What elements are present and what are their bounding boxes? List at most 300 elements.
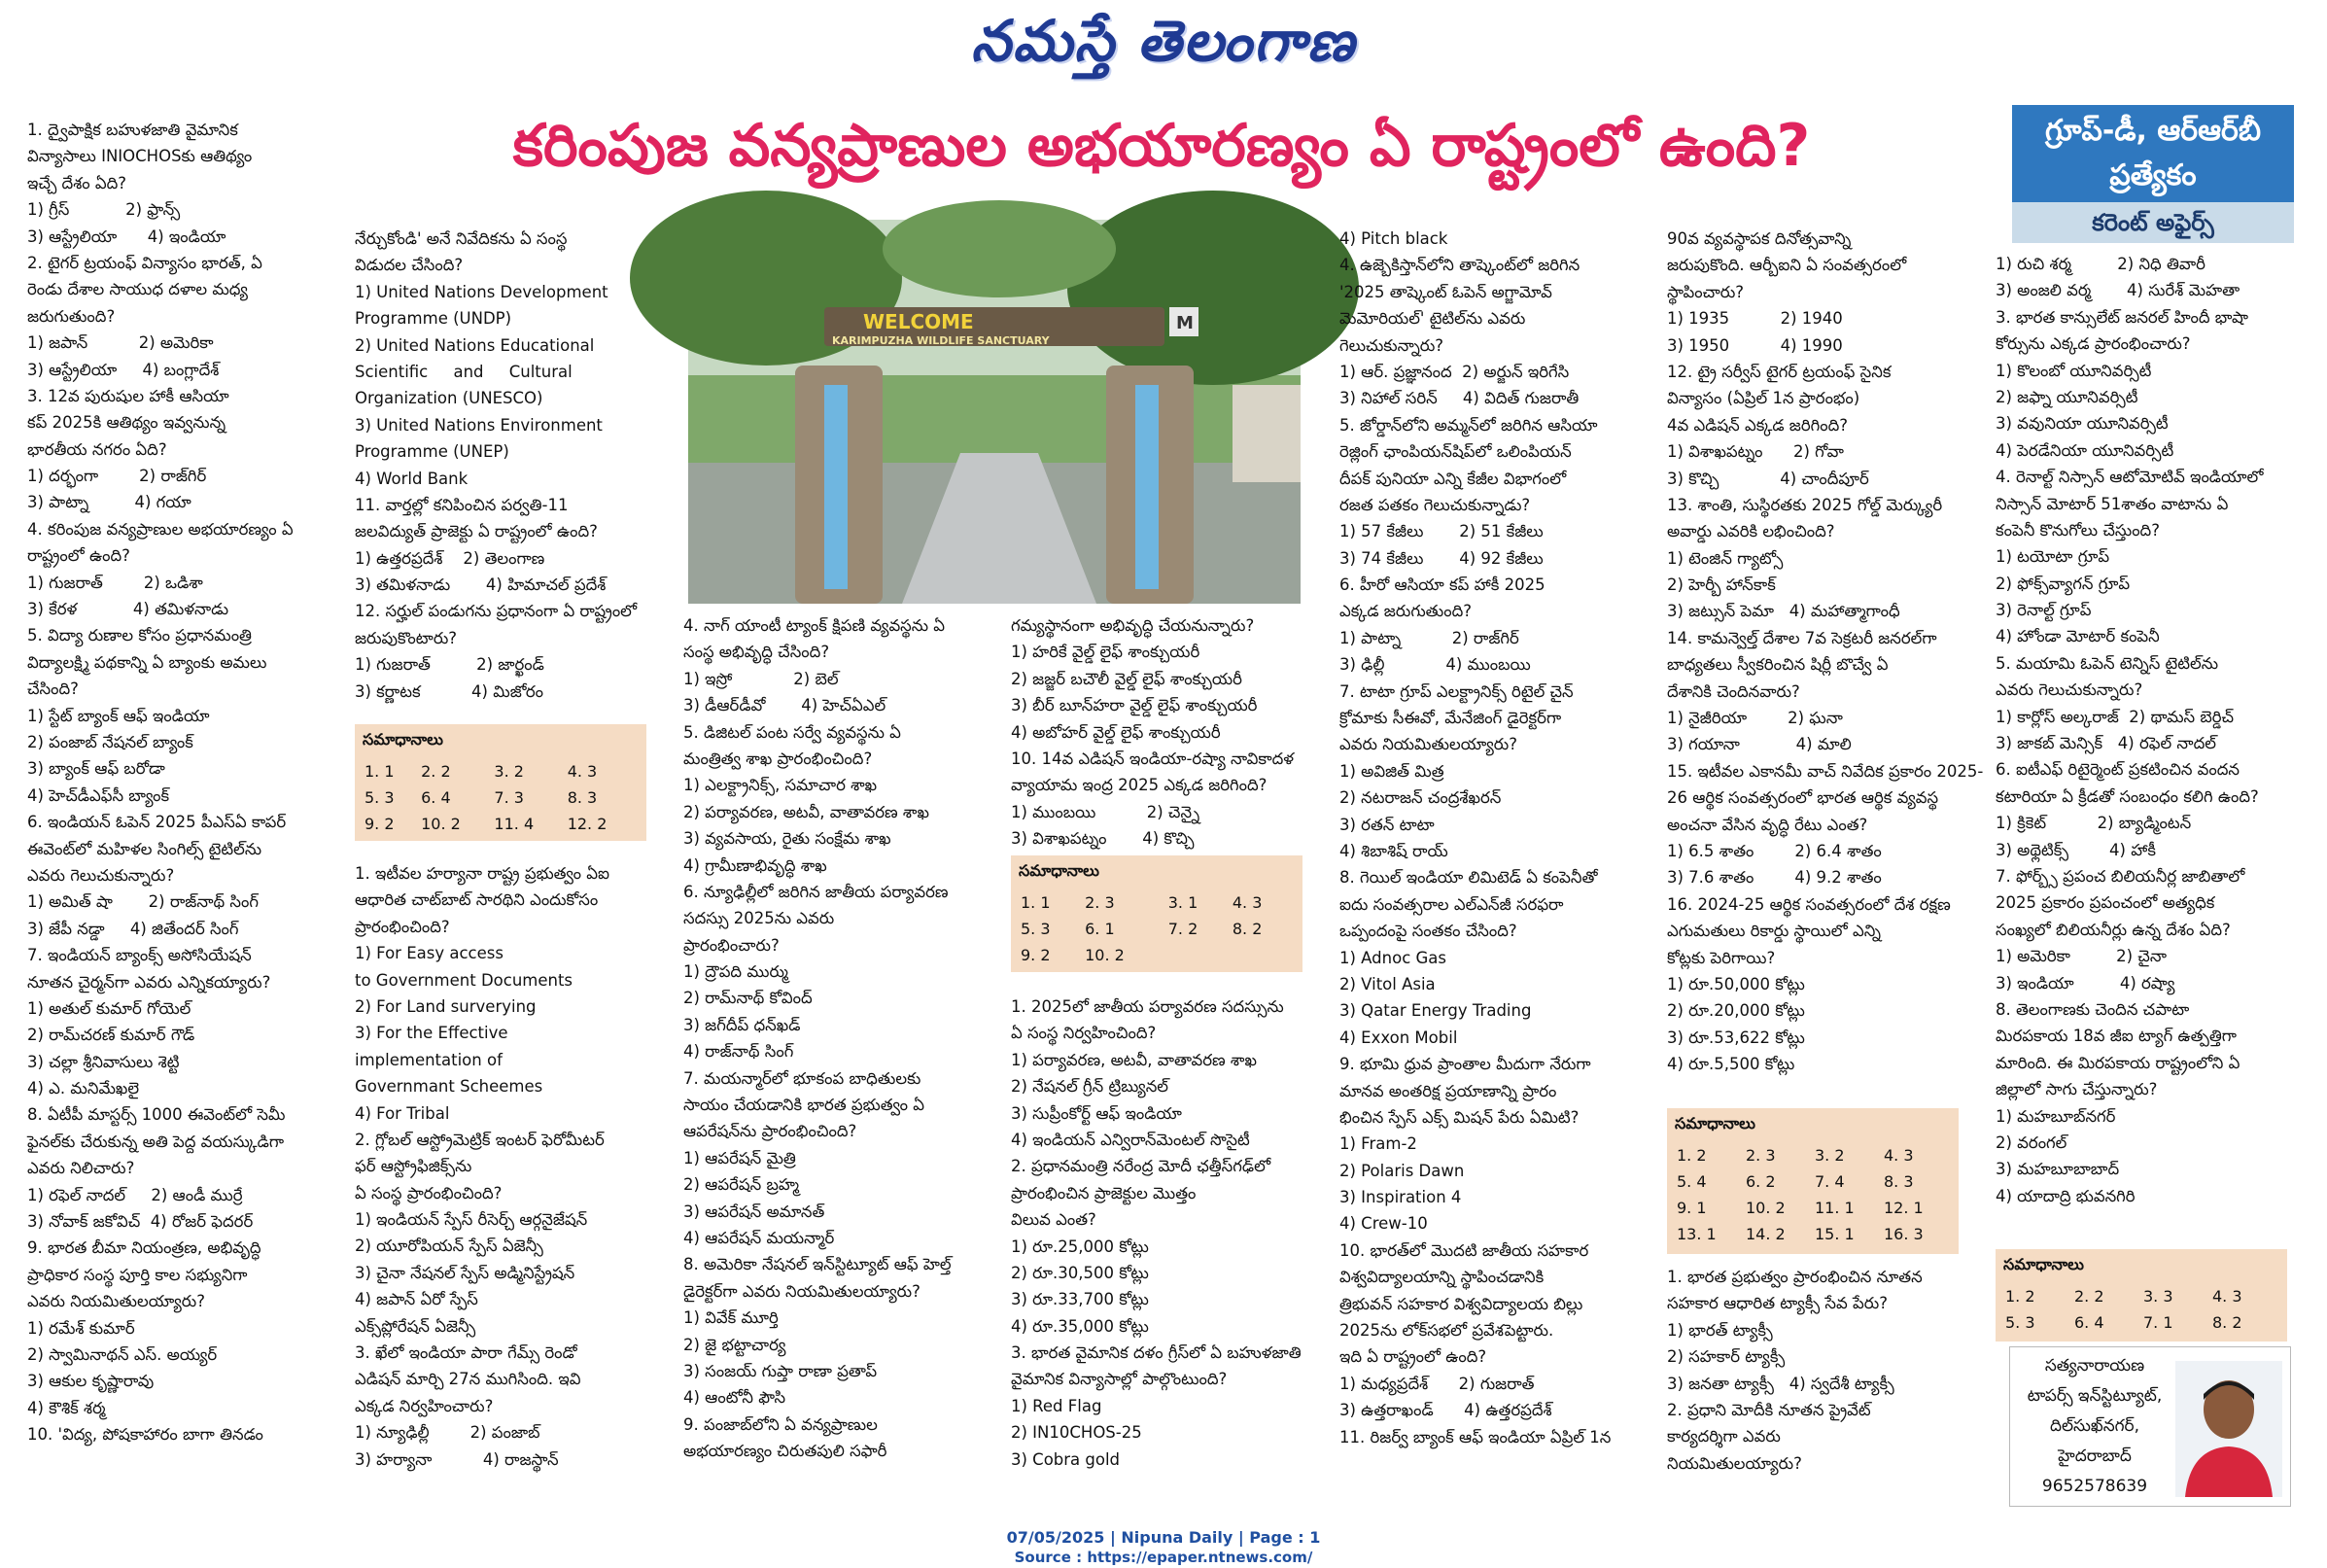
text-line: 3) ఆకుల కృష్ణారావు	[27, 1372, 155, 1391]
text-line: 3) Inspiration 4	[1339, 1188, 1462, 1207]
text-line: 7. ఇండియన్ బ్యాంక్స్ అసోసియేషన్	[27, 946, 252, 965]
text-line: మెమోరియల్' టైటిల్‌ను ఎవరు	[1339, 309, 1526, 329]
text-line: implementation of	[355, 1050, 503, 1069]
text-line: రాష్ట్రంలో ఉంది?	[27, 546, 130, 566]
text-line: 4. రెనాల్ట్ నిస్సాన్ ఆటోమోటివ్ ఇండియాలో	[1996, 468, 2264, 487]
current-affairs-badge: కరెంట్ అఫైర్స్	[2012, 202, 2294, 243]
text-line: జరుపుకొంది. ఆర్బీఐని ఏ సంవత్సరంలో	[1667, 256, 1907, 275]
text-line: 1) అతుల్ కుమార్ గోయెల్	[27, 998, 191, 1018]
text-line: 1) ఆపరేషన్ మైత్రి	[683, 1148, 796, 1167]
text-line: నియమితులయ్యారు?	[1667, 1453, 1802, 1473]
text-line: 1) 1935 2) 1940	[1667, 309, 1843, 329]
text-line: 1) క్రికెట్ 2) బ్యాడ్మింటన్	[1996, 814, 2192, 833]
text-line: 1) గుజరాత్ 2) జార్ఖండ్	[355, 655, 544, 675]
text-line: ఇది ఏ రాష్ట్రంలో ఉంది?	[1339, 1347, 1487, 1367]
text-line: 3) For the Effective	[355, 1024, 508, 1043]
text-line: Programme (UNEP)	[355, 442, 509, 462]
text-line: 2) నటరాజన్ చంద్రశేఖరన్	[1339, 788, 1502, 808]
answers-table	[2003, 1283, 2279, 1336]
text-line: 2) రూ.20,000 కోట్లు	[1667, 1001, 1805, 1021]
text-line: ఫర్ ఆస్ట్రోఫిజిక్స్‌ను	[355, 1157, 472, 1176]
text-line: నేర్చుకోండి' అనే నివేదికను ఏ సంస్థ	[355, 229, 568, 248]
text-line: కోర్సును ఎక్కడ ప్రారంభించారు?	[1996, 334, 2191, 354]
text-line: రజత పతకం గెలుచుకున్నాడు?	[1339, 495, 1531, 514]
footer-source: Source : https://epaper.ntnews.com/	[1014, 1549, 1313, 1566]
text-line: ఎడిషన్ మార్చి 27న ముగిసింది. ఇవి	[355, 1370, 581, 1389]
text-line: వైమానిక విన్యాసాల్లో పాల్గొంటుంది?	[1011, 1370, 1228, 1389]
text-line: 4) World Bank	[355, 469, 469, 488]
text-line: బాధ్యతలు స్వీకరించిన షిర్లీ బొచ్వే ఏ	[1667, 655, 1889, 675]
text-line: 6. న్యూఢిల్లీలో జరిగిన జాతీయ పర్యావరణ	[683, 882, 949, 901]
text-line: స్థాపించారు?	[1667, 282, 1745, 301]
answers-table	[363, 758, 639, 837]
answer-cell: 8. 3	[1884, 1172, 1914, 1191]
text-line: జరుగుతుంది?	[27, 306, 116, 326]
answer-cell: 10. 2	[421, 815, 461, 833]
text-line: 1) ద్రౌపది ముర్ము	[683, 962, 788, 982]
text-line: 8. ఏటీపీ మాస్టర్స్ 1000 ఈవెంట్‌లో సెమీ	[27, 1105, 286, 1125]
text-line: 1) వివేక్ మూర్తి	[683, 1308, 779, 1328]
text-line: 1) గ్రీస్ 2) ఫ్రాన్స్	[27, 200, 181, 220]
text-line: 3) జనతా ట్యాక్సీ 4) స్వదేశీ ట్యాక్సీ	[1667, 1374, 1894, 1393]
text-line: 2) జై భట్టాచార్య	[683, 1335, 786, 1354]
text-line: 3) విశాఖపట్నం 4) కొచ్చి	[1011, 829, 1195, 849]
text-line: 3) బ్యాంక్ ఆఫ్ బరోడా	[27, 759, 165, 779]
text-line: 1) Adnoc Gas	[1339, 948, 1447, 967]
text-line: 3) United Nations Environment	[355, 415, 603, 435]
text-line: 1) అమిత్ షా 2) రాజ్‌నాథ్ సింగ్	[27, 892, 259, 912]
text-line: 8. తెలంగాణకు చెందిన చపాటా	[1996, 999, 2190, 1019]
text-line: Governmant Scheemes	[355, 1077, 543, 1097]
text-line: 7. టాటా గ్రూప్ ఎలక్ట్రానిక్స్ రిటైల్ చైన్	[1339, 681, 1574, 701]
text-line: 1) భారత్ ట్యాక్సీ	[1667, 1320, 1773, 1340]
text-line: సాయం చేయడానికి భారత ప్రభుత్వం ఏ	[683, 1096, 925, 1115]
group-d-rrb-badge: గ్రూప్-డీ, ఆర్ఆర్‌బీ ప్రత్యేకం	[2012, 105, 2294, 202]
text-line: 1) For Easy access	[355, 944, 504, 963]
text-line: 3) ఆస్ట్రేలియా 4) ఇండియా	[27, 226, 226, 246]
text-line: 3) కేరళ 4) తమిళనాడు	[27, 600, 229, 619]
text-line: 1) న్యూఢిల్లీ 2) పంజాబ్	[355, 1423, 540, 1443]
answers-heading: సమాధానాలు	[363, 730, 443, 749]
answer-cell: 2. 2	[421, 762, 451, 781]
text-line: Programme (UNDP)	[355, 309, 512, 329]
column-2	[355, 226, 676, 702]
text-line: 1) ముంబయి 2) చెన్నై	[1011, 802, 1200, 821]
text-line: 1) టెంజిన్ గ్యాట్సో	[1667, 548, 1784, 568]
text-line: 1) ఉత్తరప్రదేశ్ 2) తెలంగాణ	[355, 548, 545, 568]
text-line: నిస్సాన్ మోటార్ 51శాతం వాటాను ఏ	[1996, 494, 2229, 513]
text-line: 3) 7.6 శాతం 4) 9.2 శాతం	[1667, 868, 1882, 888]
answer-cell: 4. 3	[1884, 1146, 1914, 1165]
text-line: 4) For Tribal	[355, 1103, 450, 1123]
text-line: విశ్వవిద్యాలయాన్ని స్థాపించడానికి	[1339, 1268, 1545, 1287]
text-line: 4) పెరడేనియా యూనివర్సిటీ	[1996, 440, 2174, 460]
text-line: 8. అమెరికా నేషనల్ ఇన్‌స్టిట్యూట్ ఆఫ్ హెల్త్	[683, 1255, 952, 1274]
text-line: 2) పంజాబ్ నేషనల్ బ్యాంక్	[27, 732, 193, 751]
text-line: క్రోమాకు సీఈవో, మేనేజింగ్ డైరెక్టర్‌గా	[1339, 709, 1562, 728]
text-line: 4వ ఎడిషన్ ఎక్కడ జరిగింది?	[1667, 415, 1849, 435]
text-line: అవార్డు ఎవరికి లభించింది?	[1667, 522, 1835, 541]
answers-box-1	[355, 724, 646, 841]
text-line: 12. ట్రై సర్వీస్ టైగర్ ట్రయంఫ్ సైనిక	[1667, 362, 1892, 381]
text-line: ప్రారంభించారు?	[683, 935, 780, 955]
text-line: 1. ద్వైపాక్షిక బహుళజాతి వైమానిక	[27, 121, 238, 139]
text-line: 1) అవిజిత్ మిత్ర	[1339, 761, 1444, 781]
text-line: 3) జట్సున్ పెమా 4) మహాత్మాగాంధీ	[1667, 602, 1900, 621]
answers-heading: సమాధానాలు	[1675, 1114, 1755, 1132]
text-line: 1. ఇటీవల హర్యానా రాష్ట్ర ప్రభుత్వం ఏఐ	[355, 864, 609, 883]
text-line: గమ్యస్థానంగా అభివృద్ధి చేయనున్నారు?	[1011, 616, 1255, 635]
text-line: 3) కొచ్చి 4) చాందీపూర్	[1667, 469, 1869, 488]
text-line: చేసింది?	[27, 679, 79, 699]
text-line: Scientific and Cultural	[355, 362, 573, 381]
text-line: 4) హోండా మోటార్ కంపెనీ	[1996, 627, 2160, 646]
text-line: 4) Exxon Mobil	[1339, 1028, 1458, 1047]
text-line: 1) United Nations Development	[355, 282, 608, 301]
text-line: ఎవరు నిలిచారు?	[27, 1159, 135, 1178]
answer-cell: 3. 1	[1167, 893, 1198, 912]
text-line: 2) యూరోపియన్ స్పేస్ ఏజెన్సీ	[355, 1237, 543, 1256]
text-line: 9. పంజాబ్‌లోని ఏ వన్యప్రాణుల	[683, 1414, 878, 1434]
column-6b	[1667, 1264, 1988, 1497]
text-line: 7. మయన్మార్‌లో భూకంప బాధితులకు	[683, 1068, 921, 1088]
text-line: ఎగుమతులు రికార్డు స్థాయిలో ఎన్ని	[1667, 922, 1881, 941]
text-line: ఏ సంస్థ నిర్వహించింది?	[1011, 1024, 1157, 1043]
answer-cell: 9. 2	[365, 815, 395, 833]
text-line: 3) నిహాల్ సరిన్ 4) విదిత్ గుజరాతీ	[1339, 389, 1580, 408]
answers-table	[1019, 889, 1295, 968]
text-line: ఎవరు నియమితులయ్యారు?	[1339, 735, 1518, 754]
text-line: 4) హెచ్‌డీఎఫ్‌సీ బ్యాంక్	[27, 785, 170, 805]
text-line: 1) మధ్యప్రదేశ్ 2) గుజరాత్	[1339, 1374, 1535, 1393]
answer-cell: 8. 2	[1232, 920, 1263, 938]
text-line: '2025 తాష్కెంట్ ఓపెన్ అగ్జామోవ్	[1339, 282, 1552, 301]
sign-sanctuary-name: KARIMPUZHA WILDLIFE SANCTUARY	[832, 334, 1050, 347]
text-line: 2) పర్యావరణ, అటవీ, వాతావరణ శాఖ	[683, 802, 929, 821]
text-line: అభయారణ్యం చిరుతపులి సఫారీ	[683, 1442, 887, 1461]
text-line: ఎవరు గెలుచుకున్నారు?	[27, 865, 175, 885]
text-line: 1) రూ.50,000 కోట్లు	[1667, 974, 1805, 993]
text-line: 2) రూ.30,500 కోట్లు	[1011, 1263, 1149, 1282]
text-line: 4) యాదాద్రి భువనగిరి	[1996, 1186, 2136, 1205]
text-line: 4) రూ.35,000 కోట్లు	[1011, 1316, 1149, 1336]
text-line: 3) Qatar Energy Trading	[1339, 1001, 1532, 1021]
text-line: 11. వార్తల్లో కనిపించిన పర్వతి-11	[355, 495, 569, 514]
text-line: 3) సంజయ్ గుప్తా రాణా ప్రతాప్	[683, 1361, 878, 1380]
text-line: మంత్రిత్వ శాఖ ప్రారంభించింది?	[683, 749, 873, 768]
text-line: 3) రతన్ టాటా	[1339, 815, 1435, 834]
text-line: 2) For Land surverying	[355, 996, 537, 1016]
text-line: ఈవెంట్‌లో మహిళల సింగిల్స్ టైటిల్‌ను	[27, 839, 262, 858]
answer-cell	[1166, 942, 1231, 968]
answer-cell: 10. 2	[1085, 946, 1125, 964]
answer-cell: 7. 1	[2143, 1313, 2173, 1332]
answer-cell: 9. 2	[1021, 946, 1051, 964]
text-line: ఫైనల్‌కు చేరుకున్న అతి పెద్ద వయస్కుడిగా	[27, 1132, 285, 1151]
text-line: 2) Polaris Dawn	[1339, 1161, 1465, 1180]
text-line: 1) దర్భంగా 2) రాజ్‌గిర్	[27, 467, 207, 486]
answer-cell: 12. 1	[1884, 1199, 1924, 1217]
text-line: ఇచ్చే దేశం ఏది?	[27, 173, 127, 192]
text-line: విన్యాసాలు INIOCHOSకు ఆతిథ్యం	[27, 147, 253, 166]
text-line: 2) వరంగల్	[1996, 1132, 2067, 1152]
text-line: 2. గ్లోబల్ ఆస్ట్రోమెట్రిక్ ఇంటర్ ఫెరోమీటర్	[355, 1130, 605, 1149]
text-line: 15. ఇటీవల ఎకానమీ వాచ్ నివేదిక ప్రకారం 2025-	[1667, 761, 1984, 781]
text-line: 6. హీరో ఆసియా కప్ హాకీ 2025	[1339, 575, 1546, 595]
text-line: 4) అబోహర్ వైల్డ్ లైఫ్ శాంక్చుయరీ	[1011, 722, 1221, 742]
text-line: 5. విద్యా రుణాల కోసం ప్రధానమంత్రి	[27, 626, 252, 645]
text-line: 1) రూ.25,000 కోట్లు	[1011, 1237, 1149, 1256]
text-line: జలవిద్యుత్ ప్రాజెక్టు ఏ రాష్ట్రంలో ఉంది?	[355, 522, 598, 541]
text-line: 1) Red Flag	[1011, 1396, 1102, 1415]
text-line: 9. భూమి ధ్రువ ప్రాంతాల మీదుగా నేరుగా	[1339, 1055, 1591, 1074]
text-line: 4) రూ.5,500 కోట్లు	[1667, 1055, 1795, 1074]
text-line: నూతన చైర్మన్‌గా ఎవరు ఎన్నికయ్యారు?	[27, 972, 271, 992]
text-line: 1) పాట్నా 2) రాజ్‌గిర్	[1339, 628, 1519, 647]
answer-cell: 5. 3	[2005, 1313, 2035, 1332]
text-line: మారింది. ఈ మిరపకాయ రాష్ట్రంలోని ఏ	[1996, 1053, 2240, 1072]
text-line: విన్యాసం (ఏప్రిల్ 1న ప్రారంభం)	[1667, 389, 1860, 408]
footer-date-page: 07/05/2025 | Nipuna Daily | Page : 1	[1006, 1528, 1321, 1547]
sign-welcome: WELCOME	[863, 310, 974, 333]
sign-badge: M	[1176, 313, 1194, 333]
text-line: 3) అంజలి వర్మ 4) సురేశ్ మెహతా	[1996, 281, 2240, 300]
text-line: 2. టైగర్ ట్రయంఫ్ విన్యాసం భారత్, ఏ	[27, 253, 262, 272]
text-line: 3. భారత వైమానిక దళం గ్రీస్‌లో ఏ బహుళజాతి	[1011, 1343, 1302, 1363]
text-line: 1) రఫెల్ నాదల్ 2) ఆండీ ముర్రే	[27, 1185, 243, 1204]
text-line: 2) రామ్‌నాథ్ కోవింద్	[683, 989, 813, 1008]
text-line: Organization (UNESCO)	[355, 389, 543, 408]
answer-cell: 10. 2	[1746, 1199, 1786, 1217]
text-line: 3) Cobra gold	[1011, 1449, 1121, 1469]
text-line: 3) జేపీ నడ్డా 4) జితేందర్ సింగ్	[27, 919, 239, 938]
text-line: మిరపకాయ 18వ జీఐ ట్యాగ్ ఉత్పత్తిగా	[1996, 1027, 2237, 1046]
text-line: ఏ సంస్థ ప్రారంభించింది?	[355, 1183, 503, 1202]
text-line: ఒప్పందంపై సంతకం చేసింది?	[1339, 922, 1517, 941]
text-line: 3) జాకబ్ మెన్సిక్ 4) రఫెల్ నాదల్	[1996, 734, 2216, 753]
text-line: 3) వ్యవసాయ, రైతు సంక్షేమ శాఖ	[683, 829, 891, 849]
answer-cell: 1. 2	[2005, 1287, 2035, 1306]
text-line: 12. సర్హుల్ పండుగను ప్రధానంగా ఏ రాష్ట్రంలో	[355, 602, 638, 621]
text-line: 90వ వ్యవస్థాపక దినోత్సవాన్ని	[1667, 229, 1852, 248]
answer-cell: 5. 3	[365, 788, 395, 807]
text-line: 4) గ్రామీణాభివృద్ధి శాఖ	[683, 855, 827, 875]
column-6	[1667, 226, 1988, 1074]
sanctuary-photo	[688, 220, 1301, 604]
text-line: to Government Documents	[355, 970, 573, 990]
text-line: 3) డీఆర్‌డీవో 4) హెచ్ఏఎల్	[683, 696, 886, 715]
text-line: 3) సుప్రీంకోర్ట్ ఆఫ్ ఇండియా	[1011, 1103, 1182, 1123]
text-line: 3) రెనాల్ట్ గ్రూప్	[1996, 601, 2092, 620]
masthead-logo: నమస్తే తెలంగాణ	[971, 8, 1356, 74]
text-line: 2) నేషనల్ గ్రీన్ ట్రిబ్యునల్	[1011, 1077, 1168, 1097]
text-line: 2) ఫోక్స్‌వ్యాగన్ గ్రూప్	[1996, 574, 2131, 593]
answer-cell: 1. 2	[1677, 1146, 1707, 1165]
text-line: 2) స్వామినాథన్ ఎస్. అయ్యర్	[27, 1344, 218, 1364]
text-line: 3) ఢిల్లీ 4) ముంబయి	[1339, 655, 1531, 675]
answer-cell: 7. 3	[494, 788, 524, 807]
text-line: 1) స్టేట్ బ్యాంక్ ఆఫ్ ఇండియా	[27, 706, 210, 725]
text-line: 10. 'విద్య, పోషకాహారం బాగా తినడం	[27, 1425, 263, 1445]
answer-cell: 2. 2	[2074, 1287, 2104, 1306]
text-line: భించిన స్పేస్ ఎక్స్ మిషన్ పేరు ఏమిటి?	[1339, 1107, 1580, 1127]
text-line: 3) బీర్ బూన్‌హరా వైల్డ్ లైఫ్ శాంక్చుయరీ	[1011, 696, 1258, 715]
text-line: 1) ఇస్రో 2) బెల్	[683, 669, 839, 688]
text-line: 10. భారత్‌లో మొదటి జాతీయ సహకార	[1339, 1240, 1589, 1260]
text-line: 2025 ప్రకారం ప్రపంచంలో అత్యధిక	[1996, 893, 2215, 913]
text-line: 2. ప్రధాని మోదీకి నూతన ప్రైవేట్	[1667, 1400, 1871, 1419]
text-line: 3) ఉత్తరాఖండ్ 4) ఉత్తరప్రదేశ్	[1339, 1401, 1552, 1420]
answer-cell: 15. 1	[1815, 1225, 1855, 1243]
text-line: ప్రారంభించింది?	[355, 917, 450, 936]
answer-cell: 16. 3	[1884, 1225, 1924, 1243]
text-line: 1) కొలంబో యూనివర్సిటీ	[1996, 361, 2152, 380]
text-line: 1) రుచి శర్మ 2) నిధి తివారీ	[1996, 255, 2205, 273]
text-line: 16. 2024-25 ఆర్థిక సంవత్సరంలో దేశ రక్షణ	[1667, 894, 1951, 914]
text-line: కప్ 2025కి ఆతిథ్యం ఇవ్వనున్న	[27, 413, 226, 433]
text-line: దీపక్ పునియా ఎన్ని కేజీల విభాగంలో	[1339, 469, 1567, 488]
text-line: 4) రాజ్‌నాథ్ సింగ్	[683, 1042, 794, 1062]
text-line: 2) రామ్‌చరణ్ కుమార్ గౌడ్	[27, 1026, 195, 1045]
answer-cell: 4. 3	[1232, 893, 1263, 912]
text-line: 2) జజ్జర్ బచౌలీ వైల్డ్ లైఫ్ శాంక్చుయరీ	[1011, 669, 1242, 688]
text-line: ఎవరు గెలుచుకున్నారు?	[1996, 680, 2143, 700]
text-line: 3) మహబూబాబాద్	[1996, 1160, 2120, 1179]
text-line: 6. ఐటీఎఫ్ రిటైర్మెంట్ ప్రకటించిన వందన	[1996, 760, 2240, 780]
answer-cell: 11. 1	[1815, 1199, 1855, 1217]
text-line: వ్యాయామ ఇంద్ర 2025 ఎక్కడ జరిగింది?	[1011, 776, 1268, 795]
text-line: విలువ ఎంత?	[1011, 1210, 1096, 1230]
text-line: 4. నాగ్ యాంటీ ట్యాంక్ క్షిపణి వ్యవస్థను ఏ	[683, 616, 946, 635]
text-line: 1) గుజరాత్ 2) ఒడిశా	[27, 573, 203, 592]
text-line: 1) పర్యావరణ, అటవీ, వాతావరణ శాఖ	[1011, 1050, 1257, 1069]
text-line: కటారియా ఏ క్రీడతో సంబంధం కలిగి ఉంది?	[1996, 786, 2259, 806]
text-line: 1) హరికే వైల్డ్ లైఫ్ శాంక్చుయరీ	[1011, 643, 1200, 662]
text-line: ఎక్కడ జరుగుతుంది?	[1339, 602, 1472, 621]
answer-cell: 9. 1	[1677, 1199, 1707, 1217]
text-line: 3. భారత కాన్సులేట్ జనరల్ హిందీ భాషా	[1996, 307, 2248, 327]
answer-cell: 3. 3	[2143, 1287, 2173, 1306]
answers-box-3	[1667, 1108, 1959, 1254]
text-line: 4) జపాన్ ఏరో స్పేస్	[355, 1290, 478, 1309]
column-7	[1996, 251, 2316, 1242]
text-line: 7. ఫోర్బ్స్ ప్రపంచ బిలియనీర్ల జాబితాలో	[1996, 866, 2245, 886]
text-line: 4) ఎ. మనిమేఖలై	[27, 1079, 140, 1098]
column-4	[1011, 612, 1332, 851]
text-line: 4) Pitch black	[1339, 229, 1448, 248]
text-line: విద్యాలక్ష్మి పథకాన్ని ఏ బ్యాంకు అమలు	[27, 652, 267, 672]
answer-cell: 11. 4	[494, 815, 535, 833]
text-line: 2) United Nations Educational	[355, 335, 595, 355]
text-line: 4. కరింపుజ వన్యప్రాణుల అభయారణ్యం ఏ	[27, 519, 294, 539]
text-line: 6. ఇండియన్ ఓపెన్ 2025 పీఎస్‌ఏ కాపర్	[27, 813, 287, 832]
answer-cell: 5. 3	[1021, 920, 1051, 938]
text-line: 8. గెయిల్ ఇండియా లిమిటెడ్ ఏ కంపెనీతో	[1339, 868, 1598, 888]
text-line: కార్యదర్శిగా ఎవరు	[1667, 1427, 1781, 1446]
text-line: 3) రూ.33,700 కోట్లు	[1011, 1290, 1149, 1309]
text-line: 2) హెర్బీ హాన్‌కాక్	[1667, 575, 1776, 595]
text-line: గెలుచుకున్నారు?	[1339, 335, 1444, 355]
text-line: 3) హర్యానా 4) రాజస్థాన్	[355, 1449, 559, 1469]
text-line: జిల్లాలో సాగు చేస్తున్నారు?	[1996, 1080, 2158, 1099]
text-line: 4) ఆపరేషన్ మయన్మార్	[683, 1228, 835, 1247]
text-line: రెండు దేశాల సాయుధ దళాల మధ్య	[27, 280, 248, 299]
text-line: ప్రారంభించిన ప్రాజెక్టుల మొత్తం	[1011, 1183, 1197, 1202]
text-line: 14. కామన్వెల్త్ దేశాల 7వ సెక్రటరీ జనరల్‌గా	[1667, 628, 1937, 647]
text-line: 1. 2025లో జాతీయ పర్యావరణ సదస్సును	[1011, 997, 1284, 1016]
text-line: దేశానికి చెందినవారు?	[1667, 681, 1800, 701]
text-line: 3. ఖేలో ఇండియా పారా గేమ్స్ రెండో	[355, 1343, 577, 1363]
text-line: జరుపుకొంటారు?	[355, 628, 458, 647]
text-line: 4) శిబాశిష్ రాయ్	[1339, 841, 1448, 860]
column-4b	[1011, 993, 1332, 1499]
text-line: 1) రమేశ్ కుమార్	[27, 1318, 135, 1338]
text-line: 13. శాంతి, సుస్థిరతకు 2025 గోల్డ్ మెర్క్యురీ	[1667, 495, 1943, 514]
answer-cell: 14. 2	[1746, 1225, 1786, 1243]
text-line: 5. జోర్డాన్‌లోని అమ్మన్‌లో జరిగిన ఆసియా	[1339, 415, 1598, 435]
author-photo	[2175, 1361, 2282, 1497]
answers-box-4	[1996, 1249, 2287, 1342]
text-line: 3) 1950 4) 1990	[1667, 335, 1843, 355]
text-line: 4) ఆంటోనీ ఫౌసి	[683, 1388, 786, 1408]
text-line: 3) ఆపరేషన్ అమానత్	[683, 1202, 825, 1221]
answer-cell: 8. 3	[567, 788, 598, 807]
column-5	[1339, 226, 1660, 1509]
text-line: 1. భారత ప్రభుత్వం ప్రారంభించిన నూతన	[1667, 1268, 1923, 1286]
text-line: ఆపరేషన్‌ను ప్రారంభించింది?	[683, 1122, 857, 1141]
text-line: 1) 6.5 శాతం 2) 6.4 శాతం	[1667, 841, 1882, 860]
text-line: 3) ఇండియా 4) రష్యా	[1996, 973, 2175, 993]
text-line: అంచనా వేసిన వృద్ధి రేటు ఎంత?	[1667, 815, 1868, 834]
column-2b	[355, 860, 676, 1507]
answer-cell: 3. 2	[1815, 1146, 1845, 1165]
text-line: సహకార ఆధారిత ట్యాక్సీ సేవ పేరు?	[1667, 1294, 1888, 1313]
text-line: 3) అథ్లెటిక్స్ 4) హాకీ	[1996, 840, 2156, 859]
answer-cell: 12. 2	[567, 815, 608, 833]
column-1	[27, 117, 348, 1497]
text-line: 5. డిజిటల్ పంట సర్వే వ్యవస్థను ఏ	[683, 722, 901, 742]
answer-cell: 7. 2	[1167, 920, 1198, 938]
text-line: ఎక్కడ నిర్వహించారు?	[355, 1396, 494, 1415]
text-line: 1) టయోటా గ్రూప్	[1996, 547, 2110, 567]
text-line: 2025ను లోక్‌సభలో ప్రవేశపెట్టారు.	[1339, 1321, 1554, 1341]
text-line: 3) తమిళనాడు 4) హిమాచల్ ప్రదేశ్	[355, 575, 607, 595]
answer-cell: 2. 3	[1746, 1146, 1776, 1165]
text-line: భారతీయ నగరం ఏది?	[27, 439, 167, 459]
text-line: 2) Vitol Asia	[1339, 974, 1436, 993]
text-line: 1) మహబూబ్‌నగర్	[1996, 1106, 2116, 1126]
text-line: 1) 57 కేజీలు 2) 51 కేజీలు	[1339, 522, 1544, 541]
answer-cell: 7. 4	[1815, 1172, 1845, 1191]
text-line: 3. 12వ పురుషుల హాకీ ఆసియా	[27, 386, 229, 405]
text-line: 1) ఎలక్ట్రానిక్స్, సమాచార శాఖ	[683, 776, 878, 795]
text-line: త్రిభువన్ సహకార విశ్వవిద్యాలయ బిల్లు	[1339, 1294, 1583, 1313]
text-line: 11. రిజర్వ్ బ్యాంక్ ఆఫ్ ఇండియా ఏప్రిల్ 1న	[1339, 1427, 1612, 1446]
text-line: 3) రూ.53,622 కోట్లు	[1667, 1028, 1805, 1047]
text-line: 3) నోవాక్ జకోవిచ్ 4) రోజర్ ఫెదరర్	[27, 1212, 254, 1232]
text-line: సదస్సు 2025ను ఎవరు	[683, 909, 835, 928]
answer-cell: 1. 1	[1021, 893, 1051, 912]
text-line: సంస్థ అభివృద్ధి చేసింది?	[683, 643, 830, 662]
text-line: 3) వవునియా యూనివర్సిటీ	[1996, 414, 2169, 434]
answer-cell: 2. 3	[1085, 893, 1115, 912]
answers-box-2	[1011, 855, 1302, 972]
text-line: 1) ఇండియన్ స్పేస్ రీసెర్చ్ ఆర్గనైజేషన్	[355, 1210, 588, 1230]
answer-cell: 5. 4	[1677, 1172, 1707, 1191]
answer-cell: 13. 1	[1677, 1225, 1717, 1243]
answer-cell: 1. 1	[365, 762, 395, 781]
text-line: 3) జగ్‌దీప్ ధన్‌ఖడ్	[683, 1015, 801, 1034]
